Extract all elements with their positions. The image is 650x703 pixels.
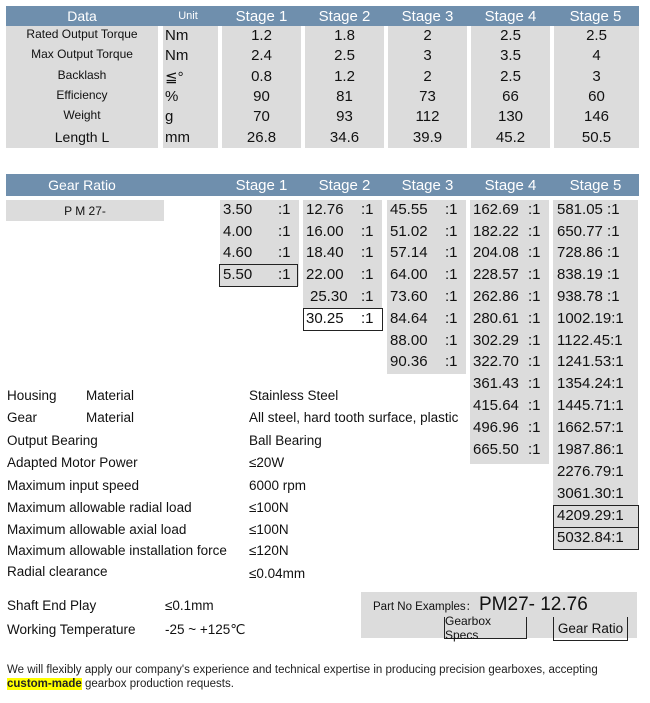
- model-cell: [6, 200, 164, 221]
- ratio-number: 57.14: [390, 244, 428, 261]
- spec-value: 0.8: [251, 68, 272, 85]
- ratio-value: 1241.53:1: [557, 353, 624, 370]
- ratio-value: 1987.86:1: [557, 441, 624, 458]
- ratio-number: 361.43: [473, 375, 519, 392]
- ratio-number: 415.64: [473, 397, 519, 414]
- spec-value: 3: [592, 68, 601, 85]
- gear-ratio-box: [553, 617, 628, 641]
- ratio-suffix: :1: [361, 310, 374, 327]
- footer-highlight: custom-made: [7, 678, 82, 690]
- footer-note: [7, 663, 643, 691]
- ratio-number: 262.86: [473, 288, 519, 305]
- temp-label: Working Temperature: [7, 622, 136, 637]
- info-label: Maximum input speed: [7, 478, 140, 493]
- spec-value: 3.5: [500, 47, 521, 64]
- shaft-value: ≤0.1mm: [165, 598, 214, 613]
- spec-value: 130: [497, 108, 524, 125]
- spec-value: 2.5: [334, 47, 355, 64]
- ratio-number: 45.55: [390, 201, 428, 218]
- spec-header-stage: Stage 3: [401, 7, 454, 25]
- footer-text: We will flexibly apply our company's experience and technical expertise in producing precision gearboxes, accepting: [7, 664, 598, 676]
- spec-table: [0, 0, 650, 150]
- spec-value: 4: [592, 47, 601, 64]
- spec-row-label: Max Output Torque: [31, 47, 133, 61]
- ratio-header-stage: Stage 3: [401, 176, 454, 194]
- spec-value: 50.5: [581, 129, 612, 146]
- spec-value: 146: [583, 108, 610, 125]
- ratio-value: 1445.71:1: [557, 397, 624, 414]
- ratio-value: 1662.57:1: [557, 419, 624, 436]
- info-label: Radial clearance: [7, 564, 108, 579]
- ratio-suffix: :1: [445, 310, 458, 327]
- spec-header-stage: Stage 2: [318, 7, 371, 25]
- ratio-suffix: :1: [528, 223, 541, 240]
- ratio-suffix: :1: [528, 397, 541, 414]
- spec-value: 60: [588, 88, 605, 105]
- info-value: All steel, hard tooth surface, plastic: [249, 410, 459, 425]
- ratio-number: 302.29: [473, 332, 519, 349]
- ratio-suffix: :1: [528, 310, 541, 327]
- spec-row-unit: Nm: [165, 27, 189, 44]
- ratio-suffix: :1: [528, 332, 541, 349]
- ratio-number: 64.00: [390, 266, 428, 283]
- spec-value: 1.2: [334, 68, 355, 85]
- info-sublabel: Material: [86, 388, 135, 403]
- ratio-number: 4.00: [223, 223, 253, 240]
- ratio-value: 1122.45:1: [557, 332, 623, 349]
- spec-value: 2: [423, 27, 432, 44]
- part-no-label: Part No Examples：: [373, 601, 478, 613]
- spec-value: 26.8: [246, 129, 277, 146]
- spec-row-unit: Nm: [165, 47, 189, 64]
- ratio-suffix: :1: [528, 201, 541, 218]
- ratio-value: 4209.29:1: [557, 507, 624, 524]
- gearbox-specs-box: [444, 613, 527, 642]
- ratio-number: 73.60: [390, 288, 428, 305]
- spec-value: 1.8: [334, 27, 355, 44]
- spec-value: 90: [253, 88, 270, 105]
- ratio-number: 228.57: [473, 266, 519, 283]
- ratio-number: 280.61: [473, 310, 519, 327]
- ratio-header-label: Gear Ratio: [48, 177, 116, 193]
- spec-value: 73: [419, 88, 436, 105]
- ratio-suffix: :1: [278, 201, 291, 218]
- ratio-number: 25.30: [310, 288, 348, 305]
- ratio-header-stage: Stage 1: [235, 176, 288, 194]
- spec-row-unit: ≦°: [165, 69, 184, 86]
- spec-value: 2.5: [586, 27, 607, 44]
- info-value: 6000 rpm: [249, 478, 307, 493]
- spec-value: 70: [253, 108, 270, 125]
- spec-value: 66: [502, 88, 519, 105]
- spec-value: 34.6: [329, 129, 360, 146]
- info-label: Output Bearing: [7, 433, 98, 448]
- ratio-suffix: :1: [445, 201, 458, 218]
- info-value: ≤0.04mm: [249, 566, 306, 581]
- info-label: Maximum allowable installation force: [7, 543, 227, 558]
- info-label: Maximum allowable radial load: [7, 500, 192, 515]
- gear-ratio-label: Gear Ratio: [557, 621, 624, 636]
- info-value: ≤20W: [249, 455, 285, 470]
- spec-header-stage: Stage 4: [484, 7, 537, 25]
- info-label: Adapted Motor Power: [7, 455, 138, 470]
- ratio-number: 162.69: [473, 201, 519, 218]
- ratio-value: 581.05 :1: [557, 201, 620, 218]
- ratio-suffix: :1: [528, 375, 541, 392]
- ratio-header-stage: Stage 4: [484, 176, 537, 194]
- footer-text-2: gearbox production requests.: [84, 678, 234, 690]
- spec-value: 81: [336, 88, 353, 105]
- ratio-number: 51.02: [390, 223, 428, 240]
- ratio-number: 30.25: [306, 310, 344, 327]
- spec-value: 1.2: [251, 27, 272, 44]
- ratio-number: 665.50: [473, 441, 519, 458]
- ratio-header-row: [6, 174, 639, 196]
- ratio-number: 84.64: [390, 310, 428, 327]
- spec-row-label: Length L: [54, 129, 110, 145]
- ratio-suffix: :1: [361, 201, 374, 218]
- ratio-header-stage: Stage 5: [569, 176, 622, 194]
- spec-header-data: Data: [67, 8, 97, 24]
- ratio-header-stage: Stage 2: [318, 176, 371, 194]
- spec-row-unit: mm: [165, 129, 190, 146]
- ratio-number: 496.96: [473, 419, 519, 436]
- ratio-suffix: :1: [528, 419, 541, 436]
- ratio-suffix: :1: [445, 244, 458, 261]
- ratio-value: 3061.30:1: [557, 485, 624, 502]
- ratio-suffix: :1: [445, 332, 458, 349]
- spec-header-row: [6, 6, 639, 26]
- model-label: P M 27-: [64, 203, 106, 218]
- ratio-number: 16.00: [306, 223, 344, 240]
- ratio-suffix: :1: [528, 266, 541, 283]
- spec-value: 3: [423, 47, 432, 64]
- ratio-suffix: :1: [361, 223, 374, 240]
- spec-row-label: Rated Output Torque: [26, 27, 138, 41]
- ratio-number: 4.60: [223, 244, 253, 261]
- ratio-suffix: :1: [278, 223, 291, 240]
- spec-row-label: Weight: [63, 108, 101, 122]
- ratio-number: 182.22: [473, 223, 519, 240]
- spec-value: 2.4: [251, 47, 272, 64]
- ratio-number: 90.36: [390, 353, 428, 370]
- part-no-example: PM27- 12.76: [479, 594, 588, 615]
- ratio-value: 1002.19:1: [557, 310, 624, 327]
- info-label: Housing: [7, 388, 57, 403]
- info-value: ≤100N: [249, 500, 289, 515]
- info-label: Gear: [7, 410, 38, 425]
- info-value: ≤120N: [249, 543, 289, 558]
- ratio-suffix: :1: [528, 441, 541, 458]
- ratio-number: 88.00: [390, 332, 428, 349]
- ratio-number: 204.08: [473, 244, 519, 261]
- spec-row-label: Efficiency: [56, 88, 108, 102]
- ratio-number: 3.50: [223, 201, 253, 218]
- ratio-suffix: :1: [361, 244, 374, 261]
- ratio-suffix: :1: [445, 288, 458, 305]
- info-value: ≤100N: [249, 522, 289, 537]
- spec-header-stage: Stage 5: [569, 7, 622, 25]
- spec-value: 2: [423, 68, 432, 85]
- ratio-value: 938.78 :1: [557, 288, 620, 305]
- info-value: Ball Bearing: [249, 433, 322, 448]
- ratio-suffix: :1: [528, 288, 541, 305]
- spec-value: 39.9: [412, 129, 443, 146]
- ratio-value: 728.86 :1: [557, 244, 620, 261]
- spec-header-stage: Stage 1: [235, 7, 288, 25]
- spec-value: 112: [415, 108, 440, 125]
- ratio-number: 5.50: [223, 266, 253, 283]
- ratio-suffix: :1: [361, 288, 374, 305]
- spec-row-unit: g: [165, 108, 174, 125]
- spec-row-label: Backlash: [57, 68, 107, 82]
- info-sublabel: Material: [86, 410, 135, 425]
- ratio-number: 18.40: [306, 244, 344, 261]
- ratio-value: 1354.24:1: [557, 375, 624, 392]
- ratio-suffix: :1: [528, 244, 541, 261]
- spec-value: 45.2: [495, 129, 526, 146]
- spec-row-unit: %: [165, 88, 179, 105]
- ratio-suffix: :1: [445, 353, 458, 370]
- ratio-value: 650.77 :1: [557, 223, 620, 240]
- shaft-label: Shaft End Play: [7, 598, 97, 613]
- temp-value: -25 ~ +125℃: [165, 622, 246, 637]
- ratio-suffix: :1: [278, 244, 291, 261]
- info-label: Maximum allowable axial load: [7, 522, 187, 537]
- ratio-suffix: :1: [445, 223, 458, 240]
- ratio-number: 322.70: [473, 353, 519, 370]
- spec-value: 2.5: [500, 68, 521, 85]
- ratio-value: 838.19 :1: [557, 266, 620, 283]
- spec-value: 2.5: [500, 27, 521, 44]
- spec-header-unit: Unit: [178, 10, 198, 22]
- gearbox-specs-label: Gearbox Specs: [445, 613, 492, 642]
- ratio-suffix: :1: [278, 266, 291, 283]
- ratio-value: 2276.79:1: [557, 463, 624, 480]
- ratio-number: 12.76: [306, 201, 344, 218]
- ratio-value: 5032.84:1: [557, 529, 624, 546]
- ratio-suffix: :1: [361, 266, 374, 283]
- spec-value: 93: [336, 108, 353, 125]
- ratio-number: 22.00: [306, 266, 344, 283]
- info-value: Stainless Steel: [249, 388, 339, 403]
- ratio-suffix: :1: [445, 266, 458, 283]
- ratio-suffix: :1: [528, 353, 541, 370]
